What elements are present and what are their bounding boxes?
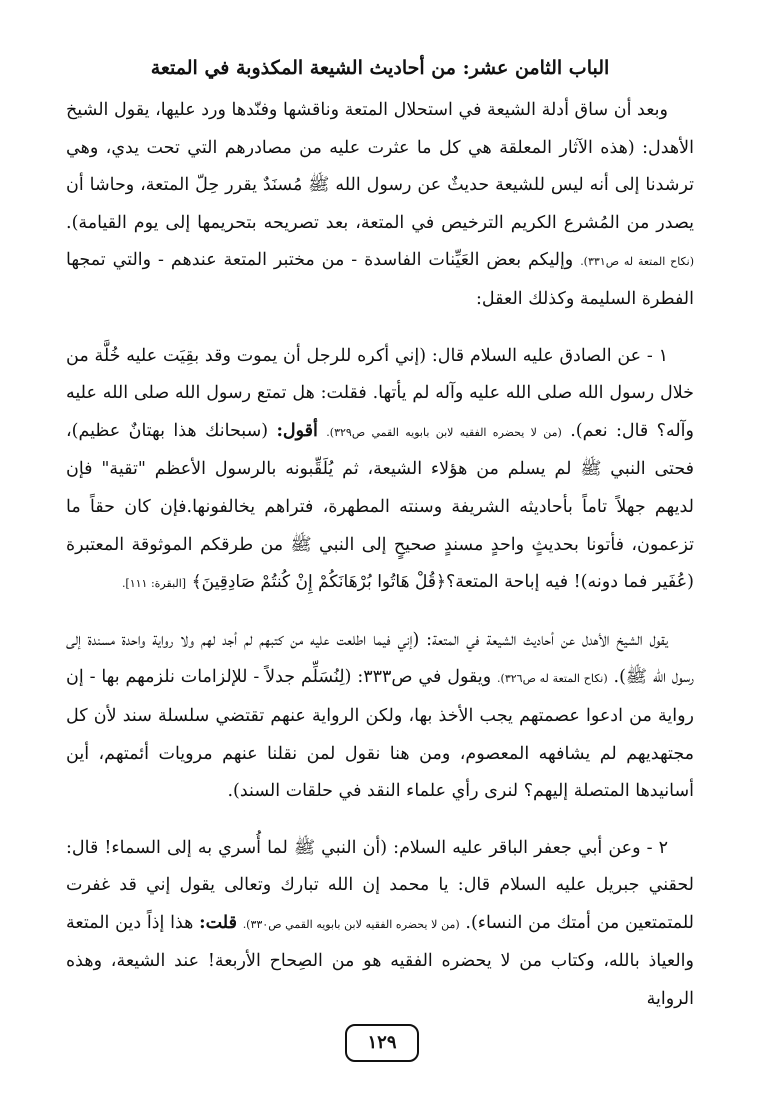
hadith-2-text: ٢ - وعن أبي جعفر الباقر عليه السلام: (أن النبي ﷺ لما أُسري به إلى السماء! قال: لحقني جبريل عليه السلام قال: يا محمد إن الله تبارك وتعالى يقول إني قد غفرت للمتمتعين من أمتك من النساء). (66, 837, 694, 933)
hadith-1-comment-label: أقول: (276, 420, 318, 441)
page-number: ١٢٩ (345, 1024, 419, 1062)
hadith-1-paragraph (66, 338, 694, 603)
hadith-1-reference: (من لا يحضره الفقيه لابن بابويه القمي ص٣٢٩). (326, 425, 562, 439)
hadith-1-comment: (سبحانك هذا بهتانٌ عظيم)، فحتى النبي ﷺ لم يسلم من هؤلاء الشيعة، ثم يُلَقِّبونه بالرسول الأعظم "تقية" فإن لديهم جهلاً تاماً بأحاديثه الشريفة وسنته المطهرة، فتراهم يخالفونها.فإن كان حقاً ما تزعمون، فأتونا بحديثٍ واحدٍ مسندٍ صحيحٍ إلى النبي ﷺ من طرقكم الموثوقة المعتبرة (عُفَير فما دونه)! فيه إباحة المتعة؟ (66, 420, 694, 593)
hadith-1-text: ١ - عن الصادق عليه السلام قال: (إني أكره للرجل أن يموت وقد بقِيَت عليه خُلَّة من خلال رسول الله صلى الله عليه وآله لم يأتها. فقلت: هل تمتع رسول الله صلى الله عليه وآله؟ قال: نعم). (66, 345, 694, 441)
ahdal-text: يقول الشيخ الأهدل عن أحاديث الشيعة في المتعة: (إني فيما اطلعت عليه من كتبهم لم أجد لهم ولا رواية واحدة مسندة إلى رسول الله ﷺ). (66, 629, 694, 688)
chapter-title: الباب الثامن عشر: من أحاديث الشيعة المكذوبة في المتعة (150, 57, 610, 79)
intro-paragraph (66, 92, 694, 319)
ahdal-text-continued: ويقول في ص٣٣٣: (لِنُسَلِّم جدلاً - للإلزامات نلزمهم بها - إن رواية من ادعوا عصمتهم يجب الأخذ بها، ولكن الرواية عنهم تقتضي سلسلة سند لأن كل مجتهديهم لم يشافهه المعصوم، ومن هنا نقول لمن نقلنا عنهم مرويات أئمتهم، أين أسانيدها المتصلة إليهم؟ لنرى رأي علماء النقد في حلقات السند). (66, 667, 694, 802)
ahdal-reference: (نكاح المتعة له ص٣٢٦). (497, 672, 608, 686)
ahdal-paragraph (66, 622, 694, 811)
hadith-2-paragraph (66, 830, 694, 1019)
quran-reference: [البقرة: ١١١]. (121, 577, 187, 591)
intro-text-continued: وإليكم بعض العَيِّنات الفاسدة - من مختبر المتعة عندهم - والتي تمجها الفطرة السليمة وكذلك العقل: (66, 250, 694, 309)
quran-verse: ﴿قُلْ هَاتُوا بُرْهَانَكُمْ إِنْ كُنتُمْ صَادِقِينَ﴾ (191, 572, 446, 593)
hadith-2-comment-label: قلت: (199, 912, 237, 933)
intro-reference: (نكاح المتعة له ص٣٣١). (580, 255, 694, 269)
hadith-2-comment: هذا إذاً دين المتعة والعياذ بالله، وكتاب من لا يحضره الفقيه هو من الصِحاح الأربعة! عند الشيعة، وهذه الرواية (66, 912, 694, 1010)
page-body (66, 92, 694, 1038)
intro-text: وبعد أن ساق أدلة الشيعة في استحلال المتعة وناقشها وفنّدها ورد عليها، يقول الشيخ الأهدل: (هذه الآثار المعلقة هي كل ما عثرت عليه من مصادرهم التي تحت يدي، وهي ترشدنا إلى أنه ليس للشيعة حديثٌ عن رسول الله ﷺ مُسنَدٌ يقرر حِلّ المتعة، وحاشا أن يصدر من المُشرع الكريم الترخيص في المتعة، بعد تصريحه بتحريمها إلى يوم القيامة). (66, 100, 694, 233)
hadith-2-reference: (من لا يحضره الفقيه لابن بابويه القمي ص٣٣٠). (242, 917, 460, 931)
